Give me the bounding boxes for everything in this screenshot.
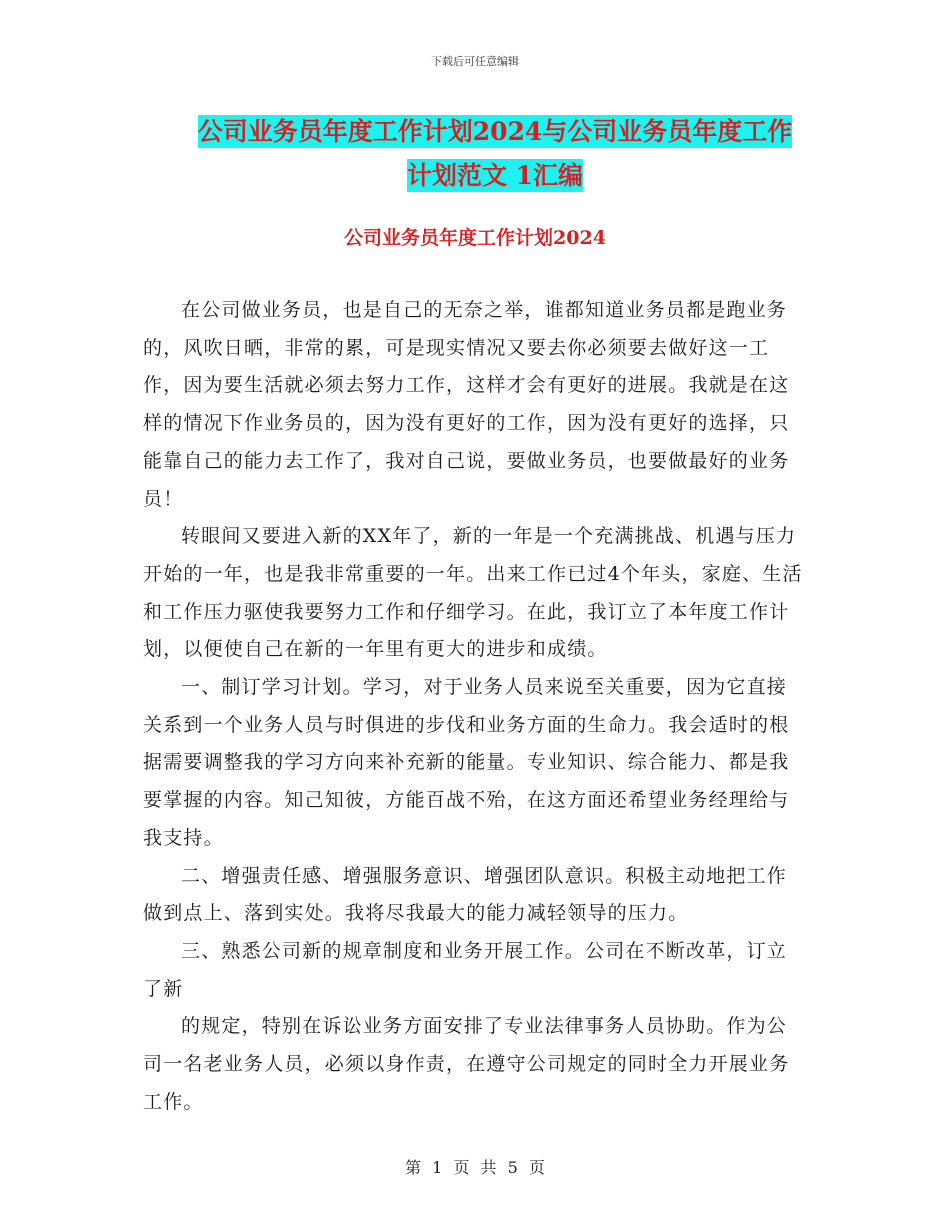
- document-title-line-1: 公司业务员年度工作计划2024与公司业务员年度工作: [197, 117, 793, 146]
- paragraph: 的规定，特别在诉讼业务方面安排了专业法律事务人员协助。作为公司一名老业务人员，必须以身作责，在遵守公司规定的同时全力开展业务工作。: [143, 1015, 790, 1113]
- document-title-line-2: 计划范文 1汇编: [406, 161, 584, 190]
- document-body: [143, 292, 805, 1121]
- paragraph: 三、熟悉公司新的规章制度和业务开展工作。公司在不断改革，订立了新: [143, 939, 788, 1000]
- document-title: [140, 110, 850, 198]
- paragraph: 一、制订学习计划。学习，对于业务人员来说至关重要，因为它直接关系到一个业务人员与时俱进的步伐和业务方面的生命力。我会适时的根据需要调整我的学习方向来补充新的能量。专业知识、综合能力、都是我要掌握的内容。知己知彼，方能百战不殆，在这方面还希望业务经理给与我支持。: [143, 676, 790, 849]
- paragraph: 二、增强责任感、增强服务意识、增强团队意识。积极主动地把工作做到点上、落到实处。我将尽我最大的能力减轻领导的压力。: [143, 864, 788, 925]
- header-note: 下载后可任意编辑: [431, 55, 519, 68]
- page-number-footer: 第 1 页 共 5 页: [405, 1158, 545, 1177]
- paragraph: 转眼间又要进入新的XX年了，新的一年是一个充满挑战、机遇与压力开始的一年，也是我非常重要的一年。出来工作已过4个年头，家庭、生活和工作压力驱使我要努力工作和仔细学习。在此，我订立了本年度工作计划，以便使自己在新的一年里有更大的进步和成绩。: [143, 525, 803, 661]
- paragraph: 在公司做业务员，也是自己的无奈之举，谁都知道业务员都是跑业务的，风吹日晒，非常的累，可是现实情况又要去你必须要去做好这一工作，因为要生活就必须去努力工作，这样才会有更好的进展。我就是在这样的情况下作业务员的，因为没有更好的工作，因为没有更好的选择，只能靠自己的能力去工作了，我对自己说，要做业务员，也要做最好的业务员！: [143, 299, 790, 510]
- section-title: 公司业务员年度工作计划2024: [344, 227, 606, 249]
